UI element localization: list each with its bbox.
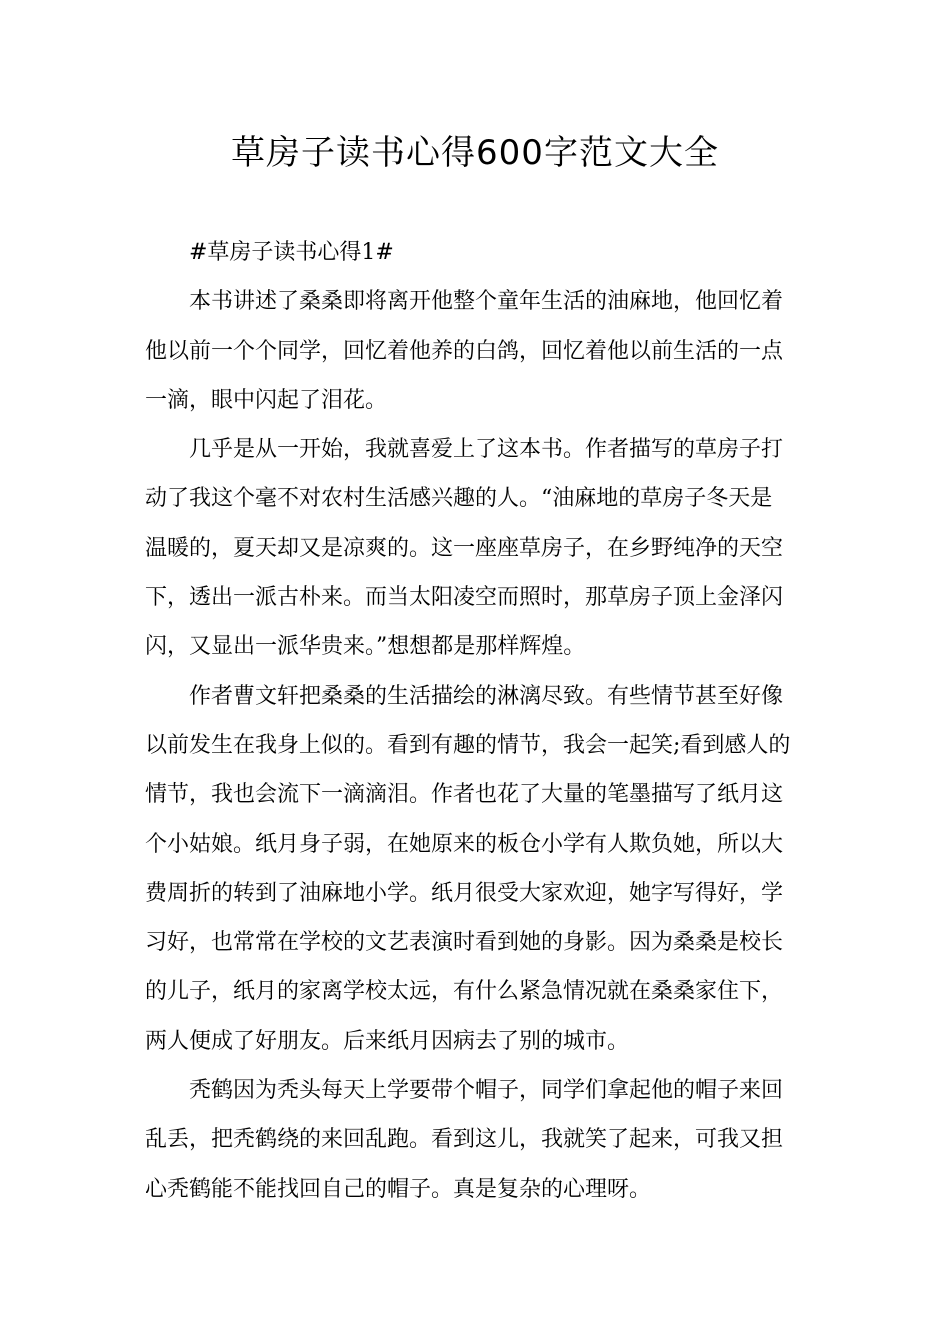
- paragraph-1: 本书讲述了桑桑即将离开他整个童年生活的油麻地，他回忆着 他以前一个个同学，回忆着他养的白鸽，回忆着他以前生活的一点 一滴，眼中闪起了泪花。: [145, 289, 784, 413]
- paragraph-3: 作者曹文轩把桑桑的生活描绘的淋漓尽致。有些情节甚至好像 以前发生在我身上似的。看到有趣的情节，我会一起笑;看到感人的 情节，我也会流下一滴滴泪。作者也花了大量的笔墨描写了纸月这 个小姑娘。纸月身子弱，在她原来的板仓小学有人欺负她，所以大 费周折的转到了油麻地小学。纸月很受大家欢迎，她字写得好，学 习好，也常常在学校的文艺表演时看到她的身影。因为桑桑是校长 的儿子，纸月的家离学校太远，有什么紧急情况就在桑桑家住下， 两人便成了好朋友。后来纸月因病去了别的城市。: [145, 683, 791, 1054]
- document-body: [145, 228, 807, 1214]
- paragraph-2: 几乎是从一开始，我就喜爱上了这本书。作者描写的草房子打 动了我这个毫不对农村生活感兴趣的人。“油麻地的草房子冬天是 温暖的，夏天却又是凉爽的。这一座座草房子，在乡野纯净的天空 下，透出一派古朴来。而当太阳凌空而照时，那草房子顶上金泽闪 闪，又显出一派华贵来。”想想都是那样辉煌。: [145, 437, 784, 660]
- paragraph-4: 秃鹤因为秃头每天上学要带个帽子，同学们拿起他的帽子来回 乱丢，把秃鹤绕的来回乱跑。看到这儿，我就笑了起来，可我又担 心秃鹤能不能找回自己的帽子。真是复杂的心理呀。: [145, 1078, 784, 1202]
- document-title: 草房子读书心得600字范文大全: [231, 133, 719, 173]
- section-heading: #草房子读书心得1#: [189, 240, 394, 265]
